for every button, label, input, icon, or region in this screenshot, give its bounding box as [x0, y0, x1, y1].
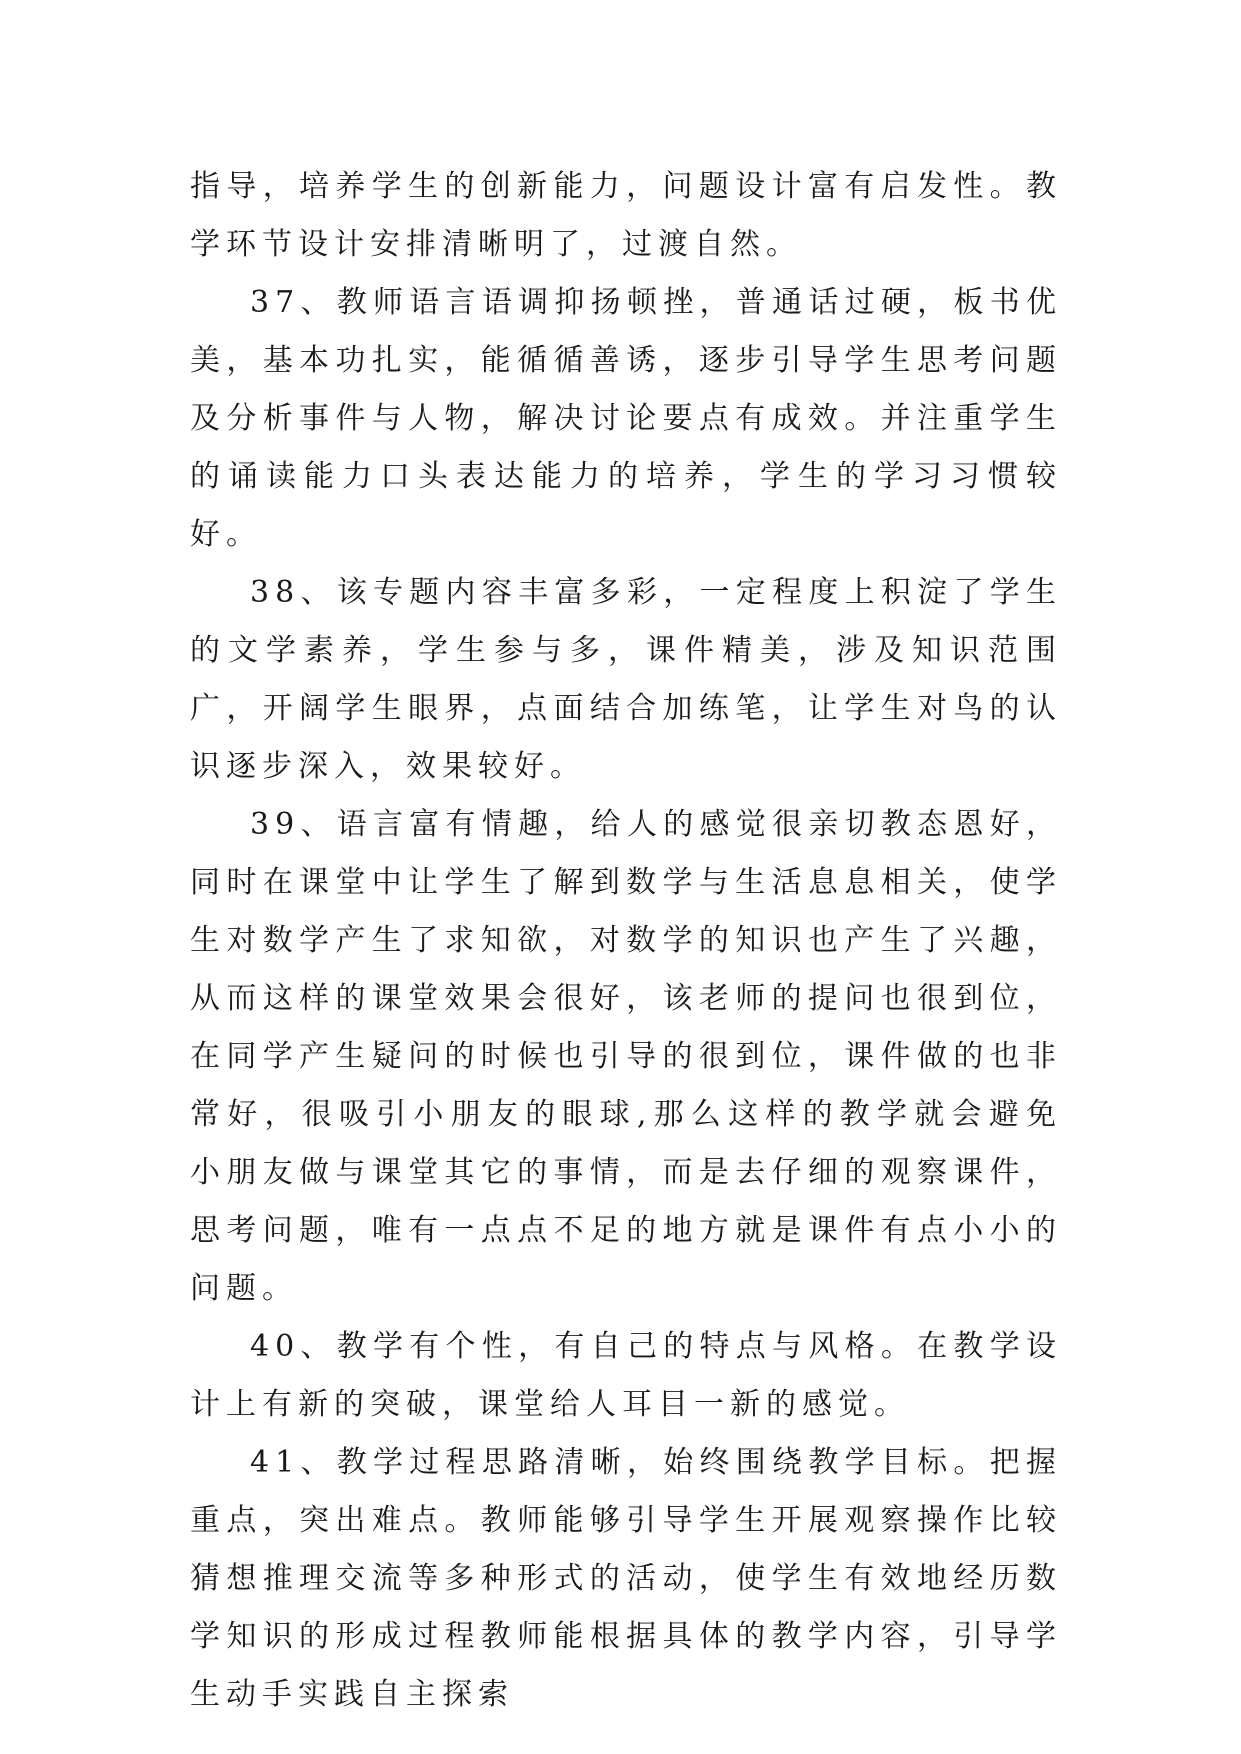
paragraph-40: 40、教学有个性，有自己的特点与风格。在教学设计上有新的突破，课堂给人耳目一新的感觉。: [190, 1329, 1062, 1422]
paragraph-continuation: 指导，培养学生的创新能力，问题设计富有启发性。教学环节设计安排清晰明了，过渡自然。: [190, 169, 1062, 262]
paragraph-37: 37、教师语言语调抑扬顿挫，普通话过硬，板书优美，基本功扎实，能循循善诱，逐步引导学生思考问题及分析事件与人物，解决讨论要点有成效。并注重学生的诵读能力口头表达能力的培养，学生的学习习惯较好。: [190, 285, 1062, 552]
paragraph-39: 39、语言富有情趣，给人的感觉很亲切教态恩好，同时在课堂中让学生了解到数学与生活息息相关，使学生对数学产生了求知欲，对数学的知识也产生了兴趣，从而这样的课堂效果会很好，该老师的提问也很到位，在同学产生疑问的时候也引导的很到位，课件做的也非常好，很吸引小朋友的眼球,那么这样的教学就会避免小朋友做与课堂其它的事情，而是去仔细的观察课件，思考问题，唯有一点点不足的地方就是课件有点小小的问题。: [190, 807, 1062, 1306]
paragraph-41: 41、教学过程思路清晰，始终围绕教学目标。把握重点，突出难点。教师能够引导学生开展观察操作比较猜想推理交流等多种形式的活动，使学生有效地经历数学知识的形成过程教师能根据具体的教学内容，引导学生动手实践自主探索: [190, 1445, 1062, 1712]
document-body: [190, 158, 1062, 1724]
paragraph-38: 38、该专题内容丰富多彩，一定程度上积淀了学生的文学素养，学生参与多，课件精美，涉及知识范围广，开阔学生眼界，点面结合加练笔，让学生对鸟的认识逐步深入，效果较好。: [190, 575, 1062, 784]
